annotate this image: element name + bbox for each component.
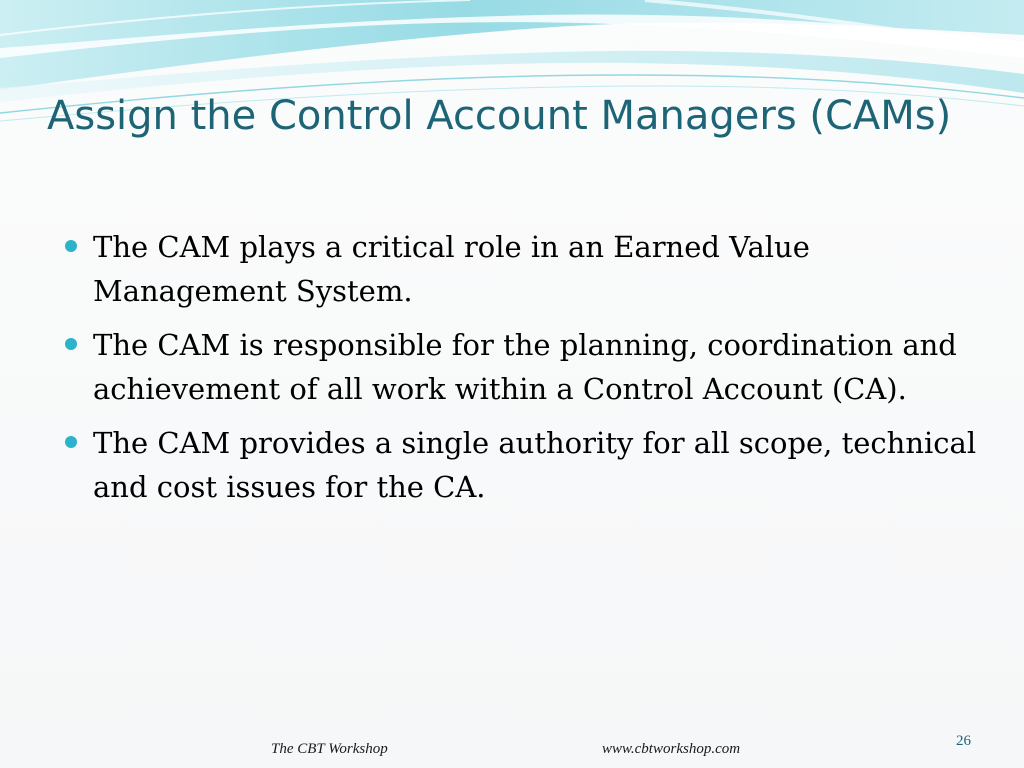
bullet-icon [65,338,77,350]
bullet-icon [65,436,77,448]
bullet-item-cam-responsibility [62,323,982,411]
bullet-icon [65,240,77,252]
bullet-text: The CAM is responsible for the planning, coordination and achievement of all work within a Control Account (CA). [93,328,957,406]
slide-title: Assign the Control Account Managers (CAMs) [47,93,952,139]
bullet-item-cam-role [62,225,982,313]
bullet-text: The CAM plays a critical role in an Earned Value Management System. [93,230,810,308]
bullet-text: The CAM provides a single authority for all scope, technical and cost issues for the CA. [93,426,977,504]
bullet-item-cam-authority [62,421,982,509]
slide-number: 26 [956,733,971,749]
footer-company: The CBT Workshop [271,741,388,757]
bullet-list [62,225,982,519]
footer-website: www.cbtworkshop.com [602,741,741,757]
